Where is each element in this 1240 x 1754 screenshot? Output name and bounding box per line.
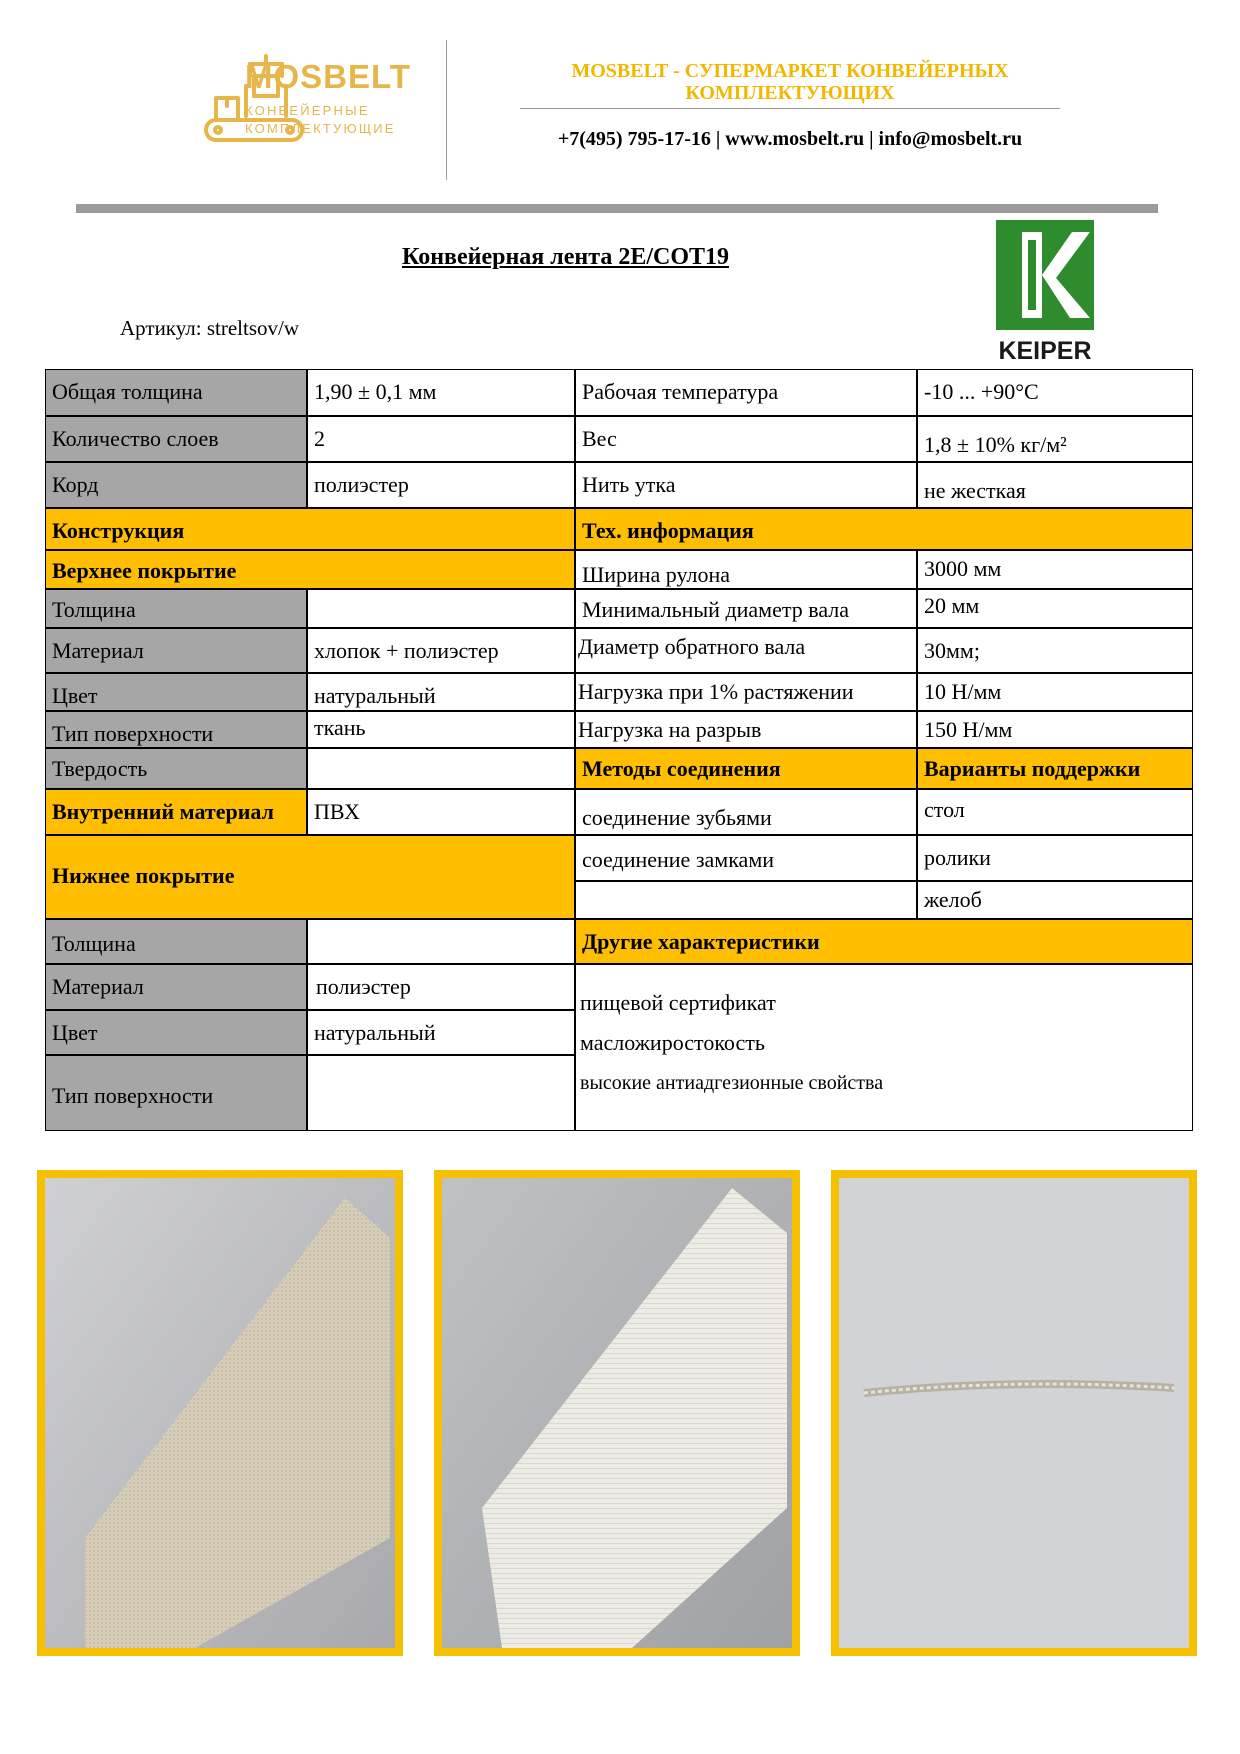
top-surface-label: Тип поверхности (45, 711, 307, 748)
top-color-label: Цвет (45, 673, 307, 711)
page-title: Конвейерная лента 2E/COT19 (402, 244, 729, 270)
tech-info-header: Тех. информация (575, 508, 1193, 550)
top-cover-header: Верхнее покрытие (45, 550, 575, 589)
support-options-header: Варианты поддержки (917, 748, 1193, 789)
bottom-color-label: Цвет (45, 1010, 307, 1055)
spec-table (45, 369, 1193, 1131)
header-bar (76, 204, 1158, 213)
brand-block (245, 60, 411, 138)
weight-value: 1,8 ± 10% кг/м² (917, 416, 1193, 462)
break-load-label: Нагрузка на разрыв (575, 711, 917, 748)
layers-label: Количество слоев (45, 416, 307, 462)
joining-method-3 (575, 881, 917, 919)
work-temp-label: Рабочая температура (575, 369, 917, 416)
top-surface-value: ткань (307, 711, 575, 748)
top-hardness-value (307, 748, 575, 789)
inner-material-label: Внутренний материал (45, 789, 307, 835)
break-load-value: 150 Н/мм (917, 711, 1193, 748)
min-diameter-label: Минимальный диаметр вала (575, 589, 917, 628)
bottom-thickness-label: Толщина (45, 919, 307, 964)
back-diameter-value: 30мм; (917, 628, 1193, 673)
load-1pct-value: 10 Н/мм (917, 673, 1193, 711)
bottom-surface-label: Тип поверхности (45, 1055, 307, 1131)
top-hardness-label: Твердость (45, 748, 307, 789)
slogan-line-1: MOSBELT - СУПЕРМАРКЕТ КОНВЕЙЕРНЫХ (571, 60, 1009, 82)
bottom-material-value: полиэстер (307, 964, 575, 1010)
other-spec-1: пищевой сертификат (580, 990, 776, 1015)
belt-edge-image (839, 1178, 1189, 1648)
bottom-material-label: Материал (45, 964, 307, 1010)
top-material-value: хлопок + полиэстер (307, 628, 575, 673)
weft-value: не жесткая (917, 462, 1193, 508)
top-color-value: натуральный (307, 673, 575, 711)
total-thickness-value: 1,90 ± 0,1 мм (307, 369, 575, 416)
construction-header: Конструкция (45, 508, 575, 550)
photo-top-surface (37, 1170, 403, 1656)
bottom-color-value: натуральный (307, 1010, 575, 1055)
keiper-logo-icon (996, 220, 1094, 363)
joining-method-2: соединение замками (575, 835, 917, 881)
support-option-3: желоб (917, 881, 1193, 919)
top-thickness-value (307, 589, 575, 628)
brand-sub-2: КОМПЛЕКТУЮЩИЕ (245, 121, 396, 136)
other-specs-header: Другие характеристики (575, 919, 1193, 964)
inner-material-value: ПВХ (307, 789, 575, 835)
other-specs-list (575, 964, 1193, 1131)
brand-name: MOSBELT (245, 58, 411, 95)
top-material-label: Материал (45, 628, 307, 673)
photo-bottom-surface (434, 1170, 800, 1656)
brand-sub-1: КОНВЕЙЕРНЫЕ (245, 103, 370, 118)
slogan-rule (520, 108, 1060, 109)
photo-belt-edge (831, 1170, 1197, 1656)
layers-value: 2 (307, 416, 575, 462)
article-number: Артикул: streltsov/w (120, 316, 300, 340)
support-option-1: стол (917, 789, 1193, 835)
belt-bottom-surface-image (442, 1178, 792, 1648)
slogan-line-2: КОМПЛЕКТУЮЩИХ (685, 82, 895, 104)
bottom-thickness-value (307, 919, 575, 964)
keiper-logo-text: KEIPER (998, 337, 1092, 363)
top-thickness-label: Толщина (45, 589, 307, 628)
header-divider (446, 40, 447, 180)
min-diameter-value: 20 мм (917, 589, 1193, 628)
work-temp-value: -10 ... +90°C (917, 369, 1193, 416)
other-spec-3: высокие антиадгезионные свойства (580, 1072, 884, 1094)
slogan (520, 60, 1060, 104)
support-option-2: ролики (917, 835, 1193, 881)
contacts: +7(495) 795-17-16 | www.mosbelt.ru | info@mosbelt.ru (557, 128, 1023, 150)
weight-label: Вес (575, 416, 917, 462)
bottom-cover-header: Нижнее покрытие (45, 835, 575, 919)
roll-width-value: 3000 мм (917, 550, 1193, 589)
cord-label: Корд (45, 462, 307, 508)
weft-label: Нить утка (575, 462, 917, 508)
back-diameter-label: Диаметр обратного вала (575, 628, 917, 673)
total-thickness-label: Общая толщина (45, 369, 307, 416)
belt-top-surface-image (45, 1178, 395, 1648)
other-spec-2: масложиростокость (580, 1030, 765, 1055)
roll-width-label: Ширина рулона (575, 550, 917, 589)
cord-value: полиэстер (307, 462, 575, 508)
joining-methods-header: Методы соединения (575, 748, 917, 789)
bottom-surface-value (307, 1055, 575, 1131)
joining-method-1: соединение зубьями (575, 789, 917, 835)
load-1pct-label: Нагрузка при 1% растяжении (575, 673, 917, 711)
